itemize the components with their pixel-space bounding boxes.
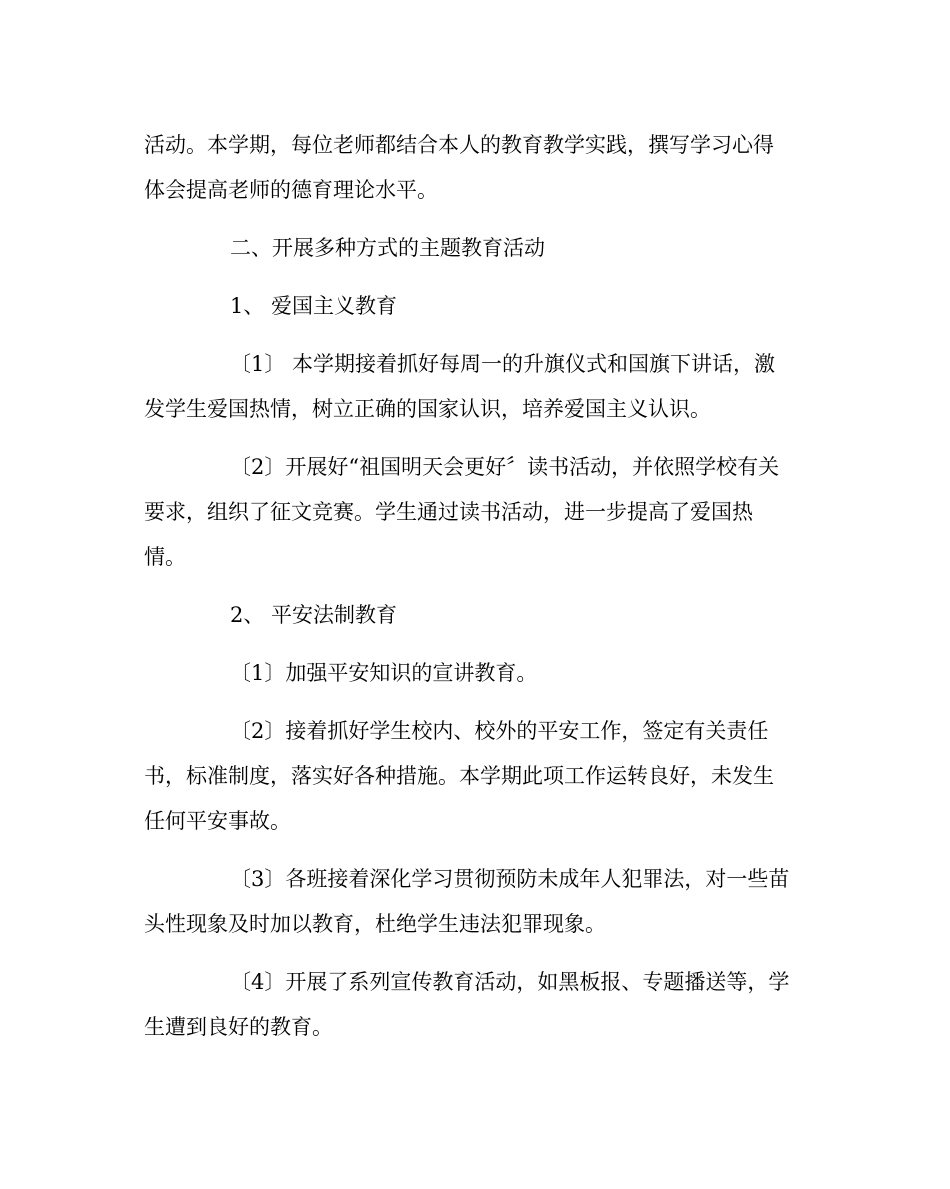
subsection-heading: 2、 平安法制教育 — [230, 603, 398, 627]
paragraph-line: 〔2〕接着抓好学生校内、校外的平安工作，签定有关责任 — [230, 719, 769, 743]
paragraph-line: 〔3〕各班接着深化学习贯彻预防未成年人犯罪法，对一些苗 — [230, 867, 790, 891]
paragraph-line: 要求，组织了征文竞赛。学生通过读书活动，进一步提高了爱国热 — [144, 500, 753, 524]
paragraph-line: 体会提高老师的德育理论水平。 — [144, 178, 438, 202]
paragraph-line: 书，标准制度，落实好各种措施。本学期此项工作运转良好，未发生 — [144, 764, 774, 788]
paragraph-line: 发学生爱国热情，树立正确的国家认识，培养爱国主义认识。 — [144, 397, 711, 421]
paragraph-line: 生遭到良好的教育。 — [144, 1015, 333, 1039]
paragraph-line: 情。 — [144, 545, 186, 569]
paragraph-line: 任何平安事故。 — [144, 809, 291, 833]
paragraph-line: 头性现象及时加以教育，杜绝学生违法犯罪现象。 — [144, 912, 606, 936]
subsection-heading: 1、 爱国主义教育 — [230, 294, 398, 318]
paragraph-line: 〔1〕 本学期接着抓好每周一的升旗仪式和国旗下讲话，激 — [230, 352, 776, 376]
paragraph-line: 〔4〕开展了系列宣传教育活动，如黑板报、专题播送等，学 — [230, 970, 790, 994]
document-body — [144, 123, 814, 1050]
section-heading: 二、开展多种方式的主题教育活动 — [230, 236, 545, 260]
paragraph-line: 〔1〕加强平安知识的宣讲教育。 — [230, 661, 538, 685]
paragraph-line: 活动。本学期，每位老师都结合本人的教育教学实践，撰写学习心得 — [144, 133, 774, 157]
paragraph-line: 〔2〕开展好“祖国明天会更好〞读书活动，并依照学校有关 — [230, 455, 780, 479]
